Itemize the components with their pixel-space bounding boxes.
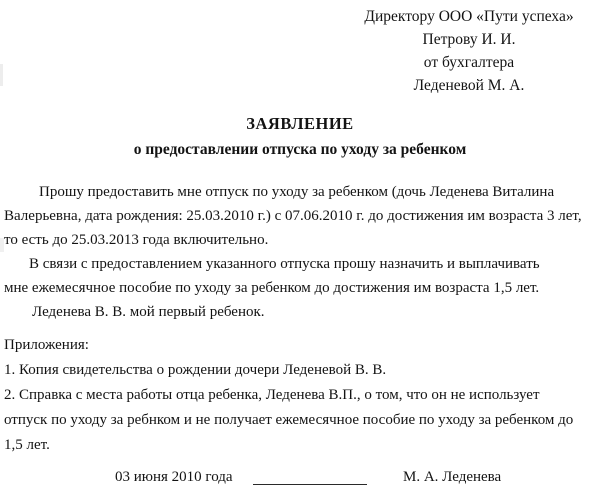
document-subtitle: о предоставлении отпуска по уходу за ребенком (133, 141, 467, 158)
document-title: ЗАЯВЛЕНИЕ (246, 114, 354, 133)
body-line: Прошу предоставить мне отпуск по уходу за ребенком (дочь Леденева Виталина (39, 184, 555, 200)
body-line: Валерьевна, дата рождения: 25.03.2010 г.) с 07.06.2010 г. до достижения им возраста 3 лет, (4, 208, 582, 224)
body-line: то есть до 25.03.2013 года включительно. (4, 232, 269, 248)
body-line: мне ежемесячное пособие по уходу за ребенком до достижения им возраста 1,5 лет. (4, 280, 540, 296)
signature-line (253, 469, 367, 485)
attachments-section (4, 333, 598, 458)
attachment-item-continuation: 1,5 лет. (4, 437, 50, 453)
attachments-heading: Приложения: (4, 337, 89, 353)
document-body (4, 180, 598, 324)
attachment-item: 2. Справка с места работы отца ребенка, Леденева В.П., о том, что он не использует (4, 387, 540, 403)
addressee-name-line: Петрову И. И. (422, 31, 516, 48)
date-signature-row (0, 469, 600, 489)
document-date: 03 июня 2010 года (115, 469, 233, 485)
sender-name-line: Леденевой М. А. (413, 77, 525, 94)
addressee-block (353, 5, 585, 97)
addressee-director-line: Директору ООО «Пути успеха» (364, 8, 574, 25)
body-line: В связи с предоставлением указанного отпуска прошу назначить и выплачивать (29, 256, 540, 272)
attachment-item: 1. Копия свидетельства о рождении дочери Леденевой В. В. (4, 362, 387, 378)
scan-artifact (0, 64, 3, 86)
signature-name: М. А. Леденева (403, 469, 502, 485)
attachment-item-continuation: отпуск по уходу за ребнком и не получает ежемесячное пособие по уходу за ребенком до (4, 412, 574, 428)
body-line: Леденева В. В. мой первый ребенок. (32, 304, 265, 320)
sender-position-line: от бухгалтера (423, 54, 515, 71)
